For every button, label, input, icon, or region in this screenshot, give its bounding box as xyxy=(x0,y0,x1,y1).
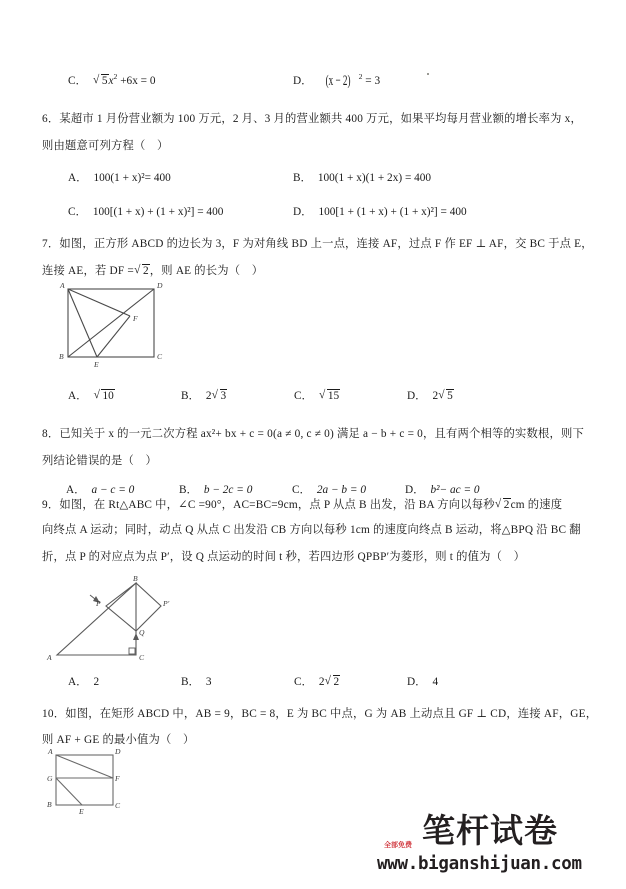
point-label-e: E xyxy=(94,360,99,369)
q6-option-a[interactable] xyxy=(68,169,293,185)
option-expr: a − c = 0 xyxy=(91,484,135,496)
q10-figure-rectangle-abcd xyxy=(35,746,145,818)
sqrt-2: √ 2 xyxy=(134,264,150,278)
option-label: B． xyxy=(179,484,198,496)
q8-text1: 已知关于 x 的一元二次方程 ax²+ bx + c = 0(a ≠ 0, c ≠ 0) 满足 a − b + c = 0，且有两个相等的实数根，则下 xyxy=(59,428,584,440)
vertex-label-d: D xyxy=(157,281,163,290)
vertex-label-a: A xyxy=(48,747,53,756)
vertex-label-c: C xyxy=(139,653,145,662)
option-label: D． xyxy=(405,484,425,496)
q6-stem-line2: 则由题意可列方程（ ） xyxy=(42,140,169,152)
sqrt-2: √ 2 xyxy=(495,498,511,512)
q10-stem-line1 xyxy=(42,708,597,721)
option-expr: 2a − b = 0 xyxy=(316,484,366,496)
q6-option-d[interactable] xyxy=(293,203,467,219)
point-label-q: Q xyxy=(139,628,145,637)
point-label-f: F xyxy=(115,774,120,783)
option-expr: 3 xyxy=(205,676,212,688)
option-expr: 2 √ 5 xyxy=(432,389,453,402)
vertex-label-a: A xyxy=(60,281,65,290)
q8-stem-line1 xyxy=(42,428,584,441)
q9-stem-line1 xyxy=(42,498,562,512)
vertex-label-a: A xyxy=(47,653,52,662)
option-expr: 2 √ 3 xyxy=(206,389,227,402)
q7-option-a[interactable] xyxy=(68,387,181,403)
option-label: C． xyxy=(294,390,313,402)
watermark-brand-cn: 笔杆试卷 xyxy=(422,811,558,850)
q6-options-row2 xyxy=(68,203,588,219)
vertex-label-b: B xyxy=(47,800,52,809)
q9-option-b[interactable] xyxy=(181,673,294,689)
option-label: B． xyxy=(181,676,200,688)
option-label: D． xyxy=(407,676,427,688)
option-expr: √ 15 xyxy=(319,389,340,402)
option-expr: 100[1 + (1 + x) + (1 + x)²] = 400 xyxy=(318,206,467,218)
option-expr: b − 2c = 0 xyxy=(203,484,253,496)
q8-option-c[interactable] xyxy=(292,481,405,497)
q7-option-c[interactable] xyxy=(294,387,407,403)
q7-stem-line2 xyxy=(42,264,263,278)
point-label-p-prime: P' xyxy=(163,599,170,608)
q7-option-d[interactable] xyxy=(407,387,454,403)
option-expr: 2 √ 2 xyxy=(319,675,340,688)
vertex-label-b: B xyxy=(59,352,64,361)
option-label: A． xyxy=(68,676,88,688)
q10-number: 10． xyxy=(42,708,66,720)
vertex-label-d: D xyxy=(115,747,121,756)
q9-option-c[interactable] xyxy=(294,673,407,689)
option-label: C． xyxy=(68,206,87,218)
option-expr: 4 xyxy=(432,676,439,688)
q10-stem-line2: 则 AF + GE 的最小值为（ ） xyxy=(42,734,195,746)
q9-option-d[interactable] xyxy=(407,673,438,689)
option-label-d: D． xyxy=(293,75,313,87)
option-label: B． xyxy=(293,172,312,184)
q9-text1a: 如图，在 Rt△ABC 中，∠C =90°，AC=BC=9cm，点 P 从点 B 出发，沿 BA 方向以每秒 xyxy=(59,499,495,511)
q9-stem-line2: 向终点 A 运动；同时，动点 Q 从点 C 出发沿 CB 方向以每秒 1cm 的速度向终点 B 运动，将△BPQ 沿 BC 翻 xyxy=(42,524,581,536)
q9-option-a[interactable] xyxy=(68,673,181,689)
q7-number: 7． xyxy=(42,238,60,250)
q7-stem-line1 xyxy=(42,238,593,251)
q8-option-a[interactable] xyxy=(66,481,179,497)
q8-stem-line2: 列结论错误的是（ ） xyxy=(42,455,157,467)
option-d[interactable] xyxy=(293,72,380,90)
q8-number: 8． xyxy=(42,428,60,440)
q7-option-b[interactable] xyxy=(181,387,294,403)
vertex-label-c: C xyxy=(115,801,121,810)
option-expr: √ 10 xyxy=(93,389,114,402)
option-label: D． xyxy=(293,206,313,218)
q7-text2a: 连接 AE，若 DF = xyxy=(42,265,134,277)
q6-number: 6． xyxy=(42,113,60,125)
q7-options-row xyxy=(68,387,608,403)
option-label: B． xyxy=(181,390,200,402)
watermark-logo xyxy=(372,812,622,886)
q9-figure-triangle-rhombus xyxy=(38,575,178,670)
q9-stem-line3: 折，点 P 的对应点为点 P′，设 Q 点运动的时间 t 秒，若四边形 QPBP′为菱形，则 t 的值为（ ） xyxy=(42,551,526,563)
vertex-label-c: C xyxy=(157,352,163,361)
watermark-free-tag: 全部免费 xyxy=(384,841,412,849)
option-label-c: C． xyxy=(68,75,87,87)
q9-text1b: cm 的速度 xyxy=(510,499,563,511)
option-c[interactable] xyxy=(68,72,293,90)
option-label: A． xyxy=(66,484,86,496)
option-expr-d: (x − 2) $^2$ = 3 xyxy=(326,72,381,90)
q7-text1: 如图，正方形 ABCD 的边长为 3，F 为对角线 BD 上一点，连接 AF，过点 F 作 EF ⊥ AF，交 BC 于点 E， xyxy=(59,238,593,250)
option-expr-c: √ $5x^2 +6x = 0$ xyxy=(93,74,156,87)
q6-option-c[interactable] xyxy=(68,203,293,219)
option-expr: 100(1 + x)(1 + 2x) = 400 xyxy=(317,172,432,184)
option-expr: 100[(1 + x) + (1 + x)²] = 400 xyxy=(92,206,224,218)
q10-text1: 如图，在矩形 ABCD 中，AB = 9，BC = 8，E 为 BC 中点，G 为 AB 上动点且 GF ⊥ CD，连接 AF，GE， xyxy=(65,708,598,720)
watermark-url: www.biganshijuan.com xyxy=(377,854,582,874)
q8-option-b[interactable] xyxy=(179,481,292,497)
q9-options-row xyxy=(68,673,608,689)
option-label: D． xyxy=(407,390,427,402)
q9-number: 9． xyxy=(42,499,60,511)
option-label: A． xyxy=(68,390,88,402)
option-expr: b²− ac = 0 xyxy=(430,484,480,496)
q7-text2b: ，则 AE 的长为（ ） xyxy=(149,265,264,277)
q7-figure-square-abcd xyxy=(52,280,172,370)
q6-options-row1 xyxy=(68,169,588,185)
point-label-e: E xyxy=(79,807,84,816)
vertex-label-b: B xyxy=(133,574,138,583)
option-label: C． xyxy=(294,676,313,688)
option-expr: 2 xyxy=(93,676,100,688)
q8-options-row xyxy=(66,481,606,497)
option-label: C． xyxy=(292,484,311,496)
q6-stem-line1 xyxy=(42,113,582,126)
q8-option-d[interactable] xyxy=(405,481,480,497)
q5-options-tail xyxy=(68,72,588,90)
option-label: A． xyxy=(68,172,88,184)
point-label-p: P xyxy=(96,599,101,608)
option-expr: 100(1 + x)²= 400 xyxy=(93,172,171,184)
point-label-g: G xyxy=(47,774,53,783)
point-label-f: F xyxy=(133,314,138,323)
q6-option-b[interactable] xyxy=(293,169,431,185)
q6-text1: 某超市 1 月份营业额为 100 万元，2 月、3 月的营业额共 400 万元，如果平均每月营业额的增长率为 x， xyxy=(59,113,582,125)
